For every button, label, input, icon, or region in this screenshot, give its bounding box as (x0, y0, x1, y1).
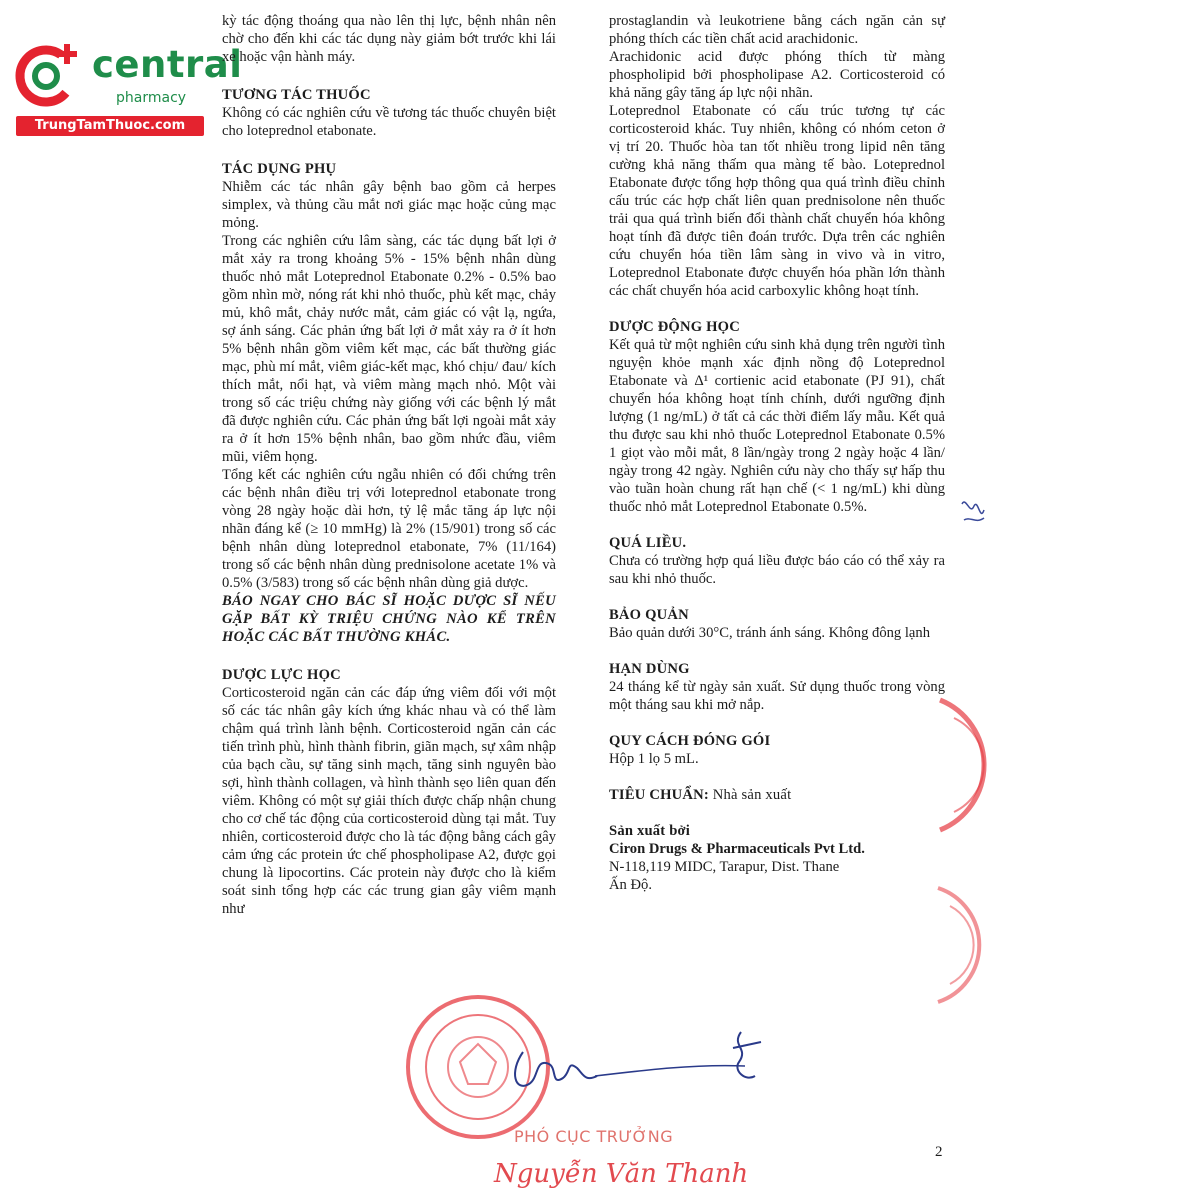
central-pharmacy-logo (8, 34, 243, 138)
right-seal-stamp-top (930, 690, 1020, 840)
left-column (222, 12, 556, 918)
overdose-heading: QUÁ LIỀU. (609, 535, 687, 551)
manufacturer-label: Sản xuất bởi (609, 823, 691, 839)
warning-notice: BÁO NGAY CHO BÁC SĨ HOẶC DƯỢC SĨ NẾU GẶP BẤT KỲ TRIỆU CHỨNG NÀO KỂ TRÊN HOẶC CÁC BẤT THƯỜNG KHÁC. (222, 593, 556, 645)
pharmacokinetics-text: Kết quả từ một nghiên cứu sinh khả dụng trên người tình nguyện khỏe mạnh xác định nồng độ Loteprednol Etabonate và Δ¹ cortienic acid etabonate (PJ 91), chất chuyển hóa không hoạt tính chính, dưới ngưỡng định lượng (1 ng/mL) ở tất cả các thời điểm lấy mẫu. Kết quả thu được sau khi nhỏ thuốc Loteprednol Etabonate 0.5% 1 giọt vào mỗi mắt, 8 lần/ngày trong 2 ngày hoặc 4 lần/ ngày trong 42 ngày. Nghiên cứu này cho thấy sự hấp thu vào tuần hoàn chung rất hạn chế (< 1 ng/mL) khi dùng thuốc nhỏ mắt Loteprednol Etabonate 0.5%. (609, 337, 945, 515)
pharmacodynamics-heading: DƯỢC LỰC HỌC (222, 667, 341, 683)
side-effects-paragraph-1: Nhiễm các tác nhân gây bệnh bao gồm cả herpes simplex, và thủng cầu mắt nơi giác mạc hoặc củng mạc mỏng. (222, 179, 556, 231)
overdose-text: Chưa có trường hợp quá liều được báo cáo có thể xảy ra sau khi nhỏ thuốc. (609, 553, 945, 587)
pharmacodynamics-text: Corticosteroid ngăn cản các đáp ứng viêm đối với một số các tác nhân gây kích ứng khác nhau và có thể làm chậm quá trình lành bệnh. Corticosteroid ngăn cản các tiến trình phù, hình thành fibrin, giãn mạch, sự xâm nhập của bạch cầu, sự tăng sinh mạch, tăng sinh nguyên bào sợi, hình thành collagen, và hình thành sẹo liên quan đến viêm. Không có một sự giải thích được chấp nhận chung cho cơ chế tác động của corticosteroid dùng tại mắt. Tuy nhiên, corticosteroid được cho là tác động bằng cách gây cảm ứng các protein ức chế phospholipase A2, được gọi chung là lipocortins. Các protein này được cho là kiểm soát sinh tổng hợp các các trung gian gây viêm mạnh như (222, 685, 556, 917)
expiry-heading: HẠN DÙNG (609, 661, 690, 677)
side-effects-heading: TÁC DỤNG PHỤ (222, 161, 337, 177)
signatory-name-handwritten (492, 1150, 749, 1194)
mechanism-paragraph-2: Arachidonic acid được phóng thích từ màng phospholipid bởi phospholipase A2. Corticosteroid có khả năng gây tăng áp lực nội nhãn. (609, 49, 945, 101)
margin-initial-signature (956, 492, 990, 532)
manufacturer-address: N-118,119 MIDC, Tarapur, Dist. Thane (609, 859, 840, 875)
side-effects-paragraph-3: Tổng kết các nghiên cứu ngẫu nhiên có đối chứng trên các bệnh nhân điều trị với loteprednol etabonate trong vòng 28 ngày hoặc dài hơn, tỷ lệ mắc tăng áp lực nội nhãn đáng kể (≥ 10 mmHg) là 2% (15/901) trong số các bệnh nhân dùng loteprednol etabonate, 7% (11/164) trong số các bệnh nhân dùng prednisolone acetate 1% và 0.5% (3/583) trong số các bệnh nhân dùng giả dược. (222, 467, 556, 591)
logo-name: central (92, 43, 243, 86)
packing-text: Hộp 1 lọ 5 mL. (609, 751, 699, 767)
signature-title: PHÓ CỤC TRƯỞNG (514, 1127, 674, 1146)
director-signature (505, 1012, 775, 1102)
storage-heading: BẢO QUẢN (609, 607, 689, 623)
right-column (609, 12, 945, 894)
intro-text: kỳ tác động thoáng qua nào lên thị lực, bệnh nhân nên chờ cho đến khi các tác dụng này giảm bớt trước khi lái xe hoặc vận hành máy. (222, 13, 556, 65)
pharmacokinetics-heading: DƯỢC ĐỘNG HỌC (609, 319, 740, 335)
storage-text: Bảo quản dưới 30°C, tránh ánh sáng. Không đông lạnh (609, 625, 930, 641)
signatory-name-text: Nguyễn Văn Thanh (494, 1159, 749, 1189)
standard-label: TIÊU CHUẨN: (609, 787, 709, 803)
standard-line (609, 786, 945, 804)
manufacturer-country: Ấn Độ. (609, 877, 652, 893)
logo-subtitle: pharmacy (116, 90, 187, 106)
side-effects-paragraph-2: Trong các nghiên cứu lâm sàng, các tác dụng bất lợi ở mắt xảy ra trong khoảng 5% - 15% bệnh nhân dùng thuốc nhỏ mắt Loteprednol Etabonate 0.2% - 0.5% bao gồm nhìn mờ, nóng rát khi nhỏ thuốc, phù kết mạc, chảy mủ, khô mắt, chảy nước mắt, cảm giác có vật lạ, ngứa, sợ ánh sáng. Các phản ứng bất lợi ở mắt xảy ra ở ít hơn 5% bệnh nhân gồm viêm kết mạc, các bất thường giác mạc, phù mí mắt, viêm giác-kết mạc, khó chịu/ đau/ kích thích mắt, nổi hạt, và viêm màng mạch nhỏ. Một vài trong số các triệu chứng này giống với các bệnh lý mắt đã được nghiên cứu. Các phản ứng bất lợi ngoài mắt xảy ra ở ít hơn 15% bệnh nhân, bao gồm nhức đầu, viêm mũi, viêm họng. (222, 233, 556, 465)
right-seal-stamp-bottom (930, 880, 1000, 1010)
manufacturer-name: Ciron Drugs & Pharmaceuticals Pvt Ltd. (609, 841, 865, 857)
page-number: 2 (935, 1144, 943, 1160)
packing-heading: QUY CÁCH ĐÓNG GÓI (609, 733, 771, 749)
pharmacy-cross-logo-icon (12, 38, 86, 112)
interaction-heading: TƯƠNG TÁC THUỐC (222, 87, 371, 103)
interaction-text: Không có các nghiên cứu về tương tác thuốc chuyên biệt cho loteprednol etabonate. (222, 105, 556, 139)
logo-url-badge[interactable]: TrungTamThuoc.com (16, 116, 204, 136)
mechanism-paragraph-1: prostaglandin và leukotriene bằng cách ngăn cản sự phóng thích các tiền chất acid arachidonic. (609, 13, 945, 47)
mechanism-paragraph-3: Loteprednol Etabonate có cấu trúc tương tự các corticosteroid khác. Tuy nhiên, không có nhóm ceton ở vị trí 20. Thuốc hòa tan tốt nhiều trong lipid nên tăng cường khả năng thấm qua màng tế bào. Loteprednol Etabonate được tổng hợp thông qua quá trình điều chỉnh cấu trúc các hợp chất liên quan prednisolone nên thuốc trải qua quá trình biến đổi thành chất chuyển hóa không hoạt tính đã được tiên đoán trước. Dựa trên các nghiên cứu chuyển hóa tiền lâm sàng in vivo và in vitro, Loteprednol Etabonate được chuyển hóa phần lớn thành các chất chuyển hóa acid carboxylic không hoạt tính. (609, 103, 945, 299)
standard-value: Nhà sản xuất (712, 787, 792, 803)
expiry-text: 24 tháng kể từ ngày sản xuất. Sử dụng thuốc trong vòng một tháng sau khi mở nắp. (609, 679, 945, 713)
